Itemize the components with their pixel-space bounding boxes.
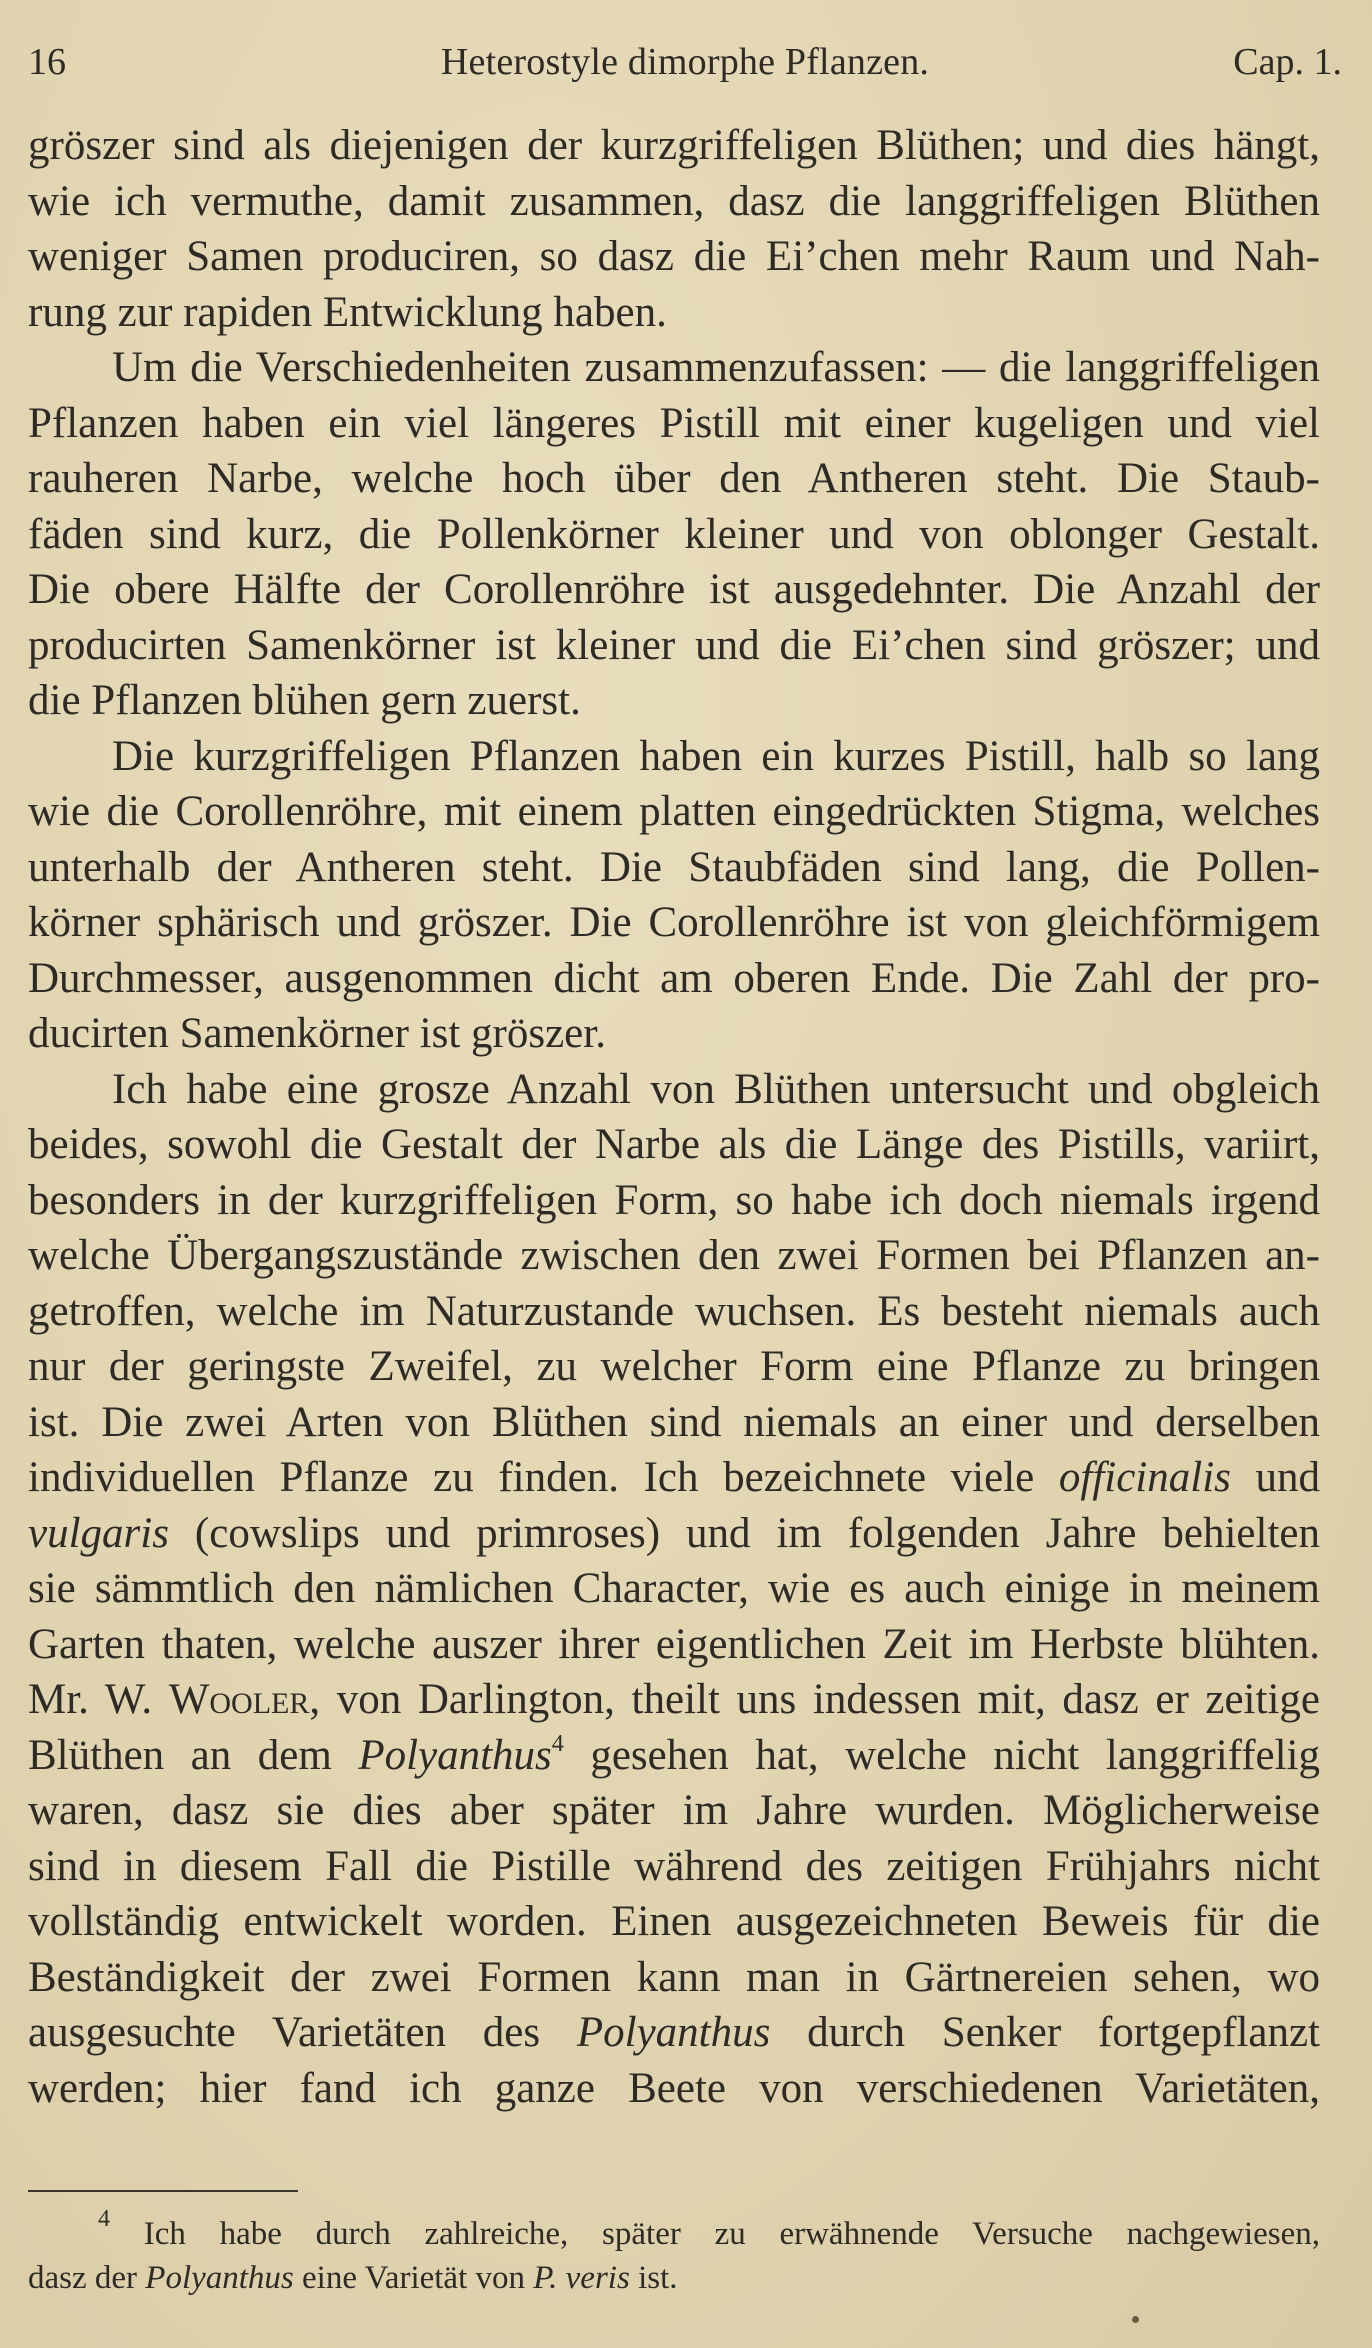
text-line — [28, 1672, 1320, 1728]
footnote-ref: 4 — [551, 1730, 564, 1757]
text-line: Beständigkeit der zwei Formen kann man in Gärtnereien sehen, wo — [28, 1953, 1320, 2001]
text-line — [28, 1450, 1320, 1506]
text-line: wie ich vermuthe, damit zusammen, dasz die langgriffeligen Blüthen — [28, 177, 1320, 225]
text-span: (cowslips und primroses) und im folgenden Jahre behielten — [194, 1509, 1320, 1557]
text-line: die Pflanzen blühen gern zuerst. — [28, 677, 581, 724]
text-line: Die obere Hälfte der Corollenröhre ist ausgedehnter. Die Anzahl der — [28, 566, 1320, 613]
text-line: Ich habe eine grosze Anzahl von Blüthen untersucht und obgleich — [112, 1065, 1320, 1113]
text-span: ausgesuchte Varietäten des — [28, 2009, 541, 2056]
text-line: ist. Die zwei Arten von Blüthen sind niemals an einer und derselben — [28, 1398, 1320, 1446]
text-line: unterhalb der Antheren steht. Die Staubfäden sind lang, die Pollen- — [28, 843, 1320, 891]
footnote-line — [28, 2256, 1320, 2300]
text-span: eine Varietät von — [302, 2260, 525, 2296]
page-number: 16 — [28, 41, 66, 83]
print-speck — [1132, 2316, 1139, 2323]
footnote — [28, 2206, 1320, 2300]
running-header — [28, 34, 1342, 90]
text-line — [28, 2005, 1320, 2061]
text-line: producirten Samenkörner ist kleiner und die Ei’chen sind gröszer; und — [28, 621, 1320, 669]
species-name: vulgaris — [28, 1509, 169, 1557]
text-line: fäden sind kurz, die Pollenkörner kleiner und von oblonger Gestalt. — [28, 510, 1320, 558]
footnote-marker: 4 — [98, 2206, 110, 2232]
text-line: Um die Verschiedenheiten zusammenzufassen: — die langgriffeligen — [112, 344, 1320, 391]
running-title: Heterostyle dimorphe Pflanzen. — [440, 41, 930, 83]
text-line: vollständig entwickelt worden. Einen ausgezeichneten Beweis für die — [28, 1898, 1320, 1945]
text-line: rauheren Narbe, welche hoch über den Antheren steht. Die Staub- — [28, 455, 1320, 502]
species-name: Polyanthus — [145, 2260, 294, 2296]
text-line: beides, sowohl die Gestalt der Narbe als die Länge des Pistills, variirt, — [28, 1121, 1320, 1168]
text-span: Mr. W. — [28, 1676, 153, 1723]
species-name: Polyanthus — [358, 1731, 552, 1779]
text-line: getroffen, welche im Naturzustande wuchsen. Es besteht niemals auch — [28, 1287, 1320, 1335]
text-line: gröszer sind als diejenigen der kurzgriffeligen Blüthen; und dies hängt, — [28, 122, 1320, 169]
chapter-label: Cap. 1. — [1233, 41, 1342, 83]
text-span: , von Darlington, theilt uns indessen mit, dasz er zeitige — [309, 1676, 1320, 1723]
text-line: wie die Corollenröhre, mit einem platten eingedrückten Stigma, welches — [28, 788, 1320, 835]
text-line: weniger Samen produciren, so dasz die Ei’chen mehr Raum und Nah- — [28, 233, 1320, 280]
text-line: Garten thaten, welche auszer ihrer eigentlichen Zeit im Herbste blühten. — [28, 1620, 1320, 1668]
text-line: welche Übergangszustände zwischen den zwei Formen bei Pflanzen an- — [28, 1232, 1320, 1279]
author-name: Wooler — [168, 1676, 310, 1723]
text-line: waren, dasz sie dies aber später im Jahre wurden. Möglicherweise — [28, 1787, 1320, 1834]
text-span: individuellen Pflanze zu finden. Ich bezeichnete viele — [28, 1454, 1035, 1501]
species-name: Polyanthus — [576, 2009, 771, 2056]
text-span: Blüthen an dem — [28, 1731, 332, 1779]
text-line — [28, 1728, 1320, 1784]
text-line: rung zur rapiden Entwicklung haben. — [28, 288, 667, 336]
text-line — [28, 1506, 1320, 1562]
text-span: und — [1255, 1454, 1321, 1501]
species-name: officinalis — [1058, 1454, 1231, 1501]
text-line: ducirten Samenkörner ist gröszer. — [28, 1010, 606, 1057]
text-line: sie sämmtlich den nämlichen Character, wie es auch einige in meinem — [28, 1565, 1320, 1612]
text-line: besonders in der kurzgriffeligen Form, so habe ich doch niemals irgend — [28, 1176, 1320, 1224]
text-line: sind in diesem Fall die Pistille während des zeitigen Frühjahrs nicht — [28, 1842, 1320, 1890]
text-line: Durchmesser, ausgenommen dicht am oberen Ende. Die Zahl der pro- — [28, 954, 1320, 1002]
body-text — [28, 118, 1320, 2116]
text-span: durch Senker fortgepflanzt — [807, 2009, 1321, 2056]
text-line: Pflanzen haben ein viel längeres Pistill mit einer kugeligen und viel — [28, 399, 1320, 447]
footnote-rule — [28, 2190, 298, 2192]
text-line: nur der geringste Zweifel, zu welcher Form eine Pflanze zu bringen — [28, 1343, 1320, 1390]
text-span: dasz der — [28, 2260, 138, 2296]
text-line: körner sphärisch und gröszer. Die Corollenröhre ist von gleichförmigem — [28, 899, 1320, 946]
text-line: Die kurzgriffeligen Pflanzen haben ein kurzes Pistill, halb so lang — [112, 732, 1320, 780]
species-name: P. veris — [533, 2260, 630, 2296]
text-span: gesehen hat, welche nicht langgriffelig — [590, 1731, 1320, 1779]
footnote-line — [28, 2206, 1320, 2256]
text-span: Ich habe durch zahlreiche, später zu erwähnende Versuche nachgewiesen, — [143, 2216, 1320, 2252]
text-line: werden; hier fand ich ganze Beete von verschiedenen Varietäten, — [28, 2064, 1320, 2112]
text-span: ist. — [638, 2260, 678, 2296]
